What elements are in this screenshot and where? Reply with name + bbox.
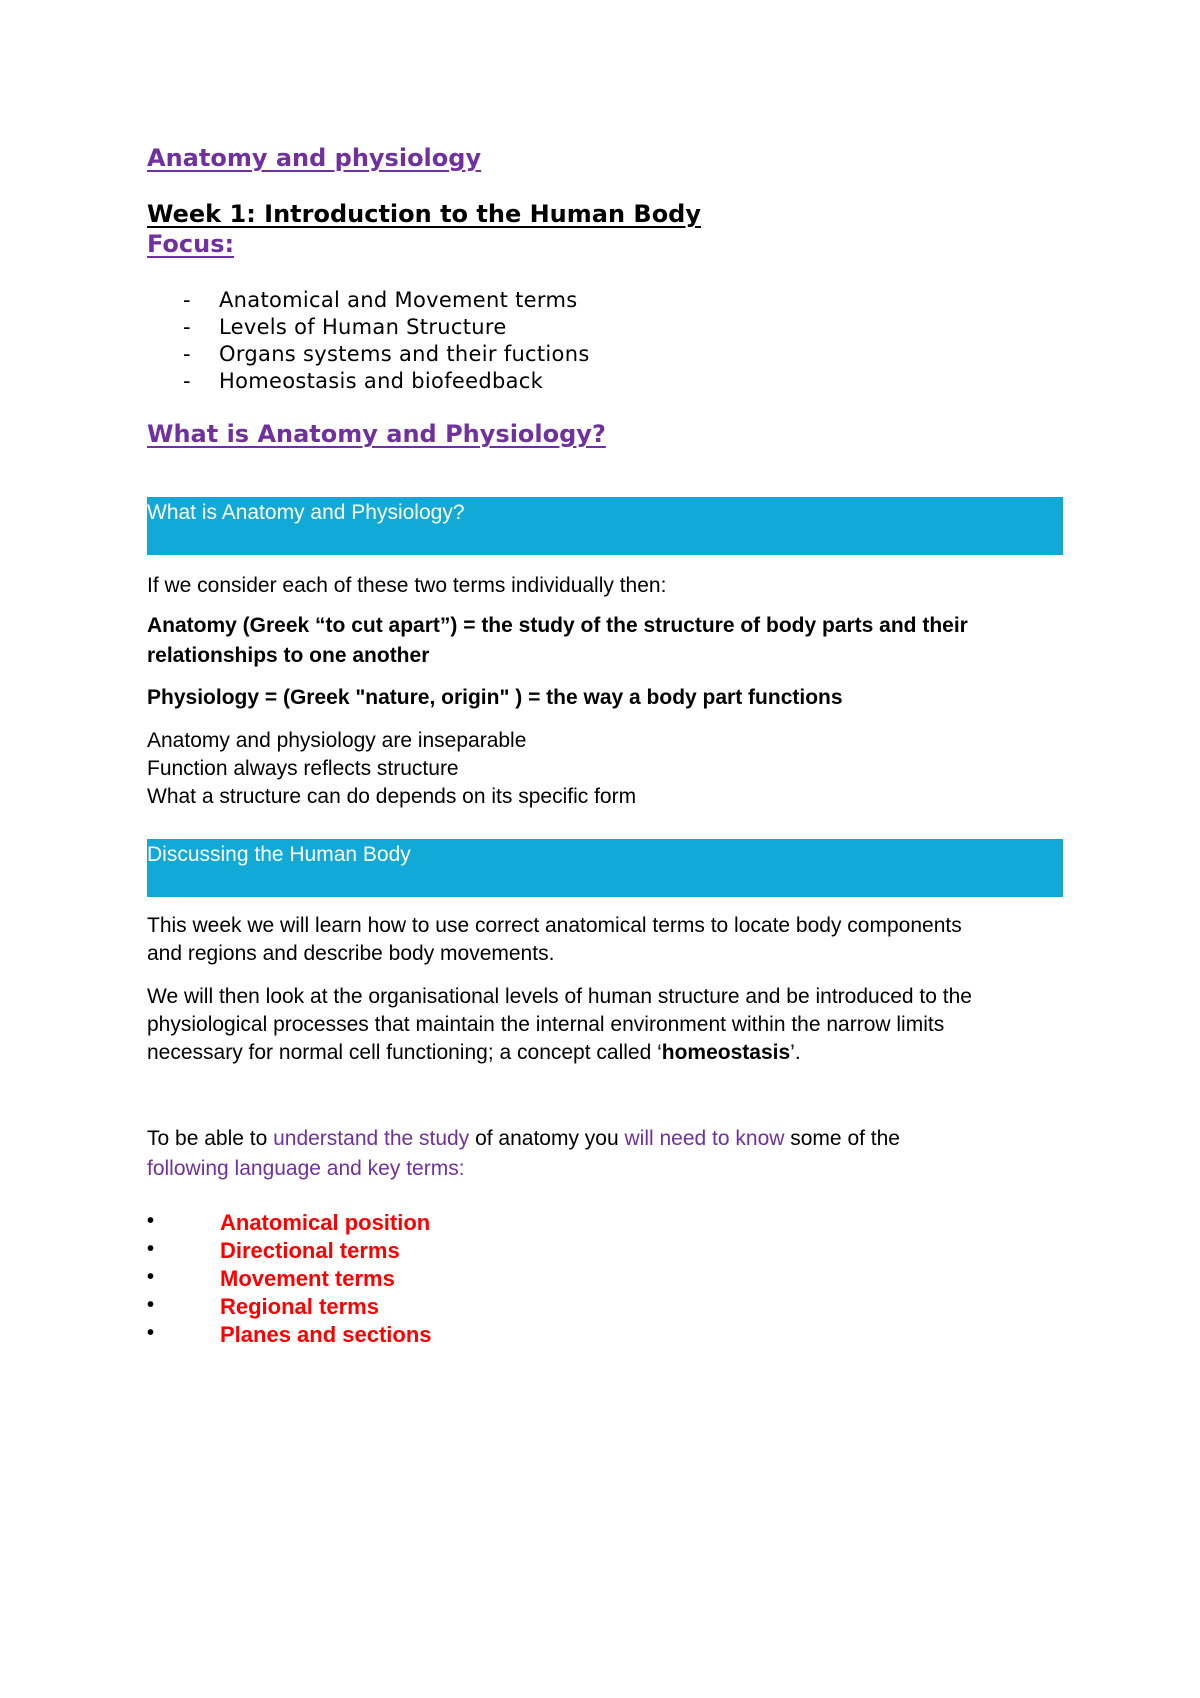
org-paragraph-line2: physiological processes that maintain the internal environment within the narrow limits	[147, 1013, 945, 1036]
key-term-text: Regional terms	[220, 1294, 379, 1319]
key-term-text: Planes and sections	[220, 1322, 432, 1347]
org-line3-text: necessary for normal cell functioning; a concept called ‘	[147, 1041, 662, 1064]
dash-bullet: -	[183, 315, 191, 339]
focus-item-text: Anatomical and Movement terms	[219, 288, 578, 312]
bullet-icon: •	[147, 1322, 155, 1344]
key-term-text: Directional terms	[220, 1238, 400, 1263]
anatomy-definition-line2: relationships to one another	[147, 644, 430, 667]
dash-bullet: -	[183, 288, 191, 312]
study-paragraph-line1	[147, 1125, 900, 1153]
statement-line: Anatomy and physiology are inseparable	[147, 729, 527, 752]
dash-bullet: -	[183, 369, 191, 393]
statement-line: What a structure can do depends on its specific form	[147, 785, 637, 808]
homeostasis-term: homeostasis	[661, 1041, 791, 1064]
org-paragraph-line1: We will then look at the organisational levels of human structure and be introduced to the	[147, 985, 972, 1008]
org-paragraph-line3	[147, 1039, 801, 1067]
study-paragraph-line2: following language and key terms:	[147, 1157, 465, 1180]
physiology-definition: Physiology = (Greek "nature, origin" ) = the way a body part functions	[147, 686, 843, 709]
intro-text: If we consider each of these two terms individually then:	[147, 574, 667, 597]
statement-line: Function always reflects structure	[147, 757, 459, 780]
section-banner	[147, 497, 1063, 555]
key-term-text: Anatomical position	[220, 1210, 431, 1235]
bullet-icon: •	[147, 1210, 155, 1232]
banner-title: Discussing the Human Body	[147, 843, 411, 866]
study-highlight: will need to know	[624, 1127, 785, 1150]
section-heading: What is Anatomy and Physiology?	[147, 420, 606, 448]
bullet-icon: •	[147, 1238, 155, 1260]
key-term-text: Movement terms	[220, 1266, 395, 1291]
focus-label: Focus:	[147, 230, 235, 258]
study-highlight: understand the study	[273, 1127, 470, 1150]
banner-title: What is Anatomy and Physiology?	[147, 501, 465, 524]
focus-item-text: Organs systems and their fuctions	[219, 342, 590, 366]
focus-item-text: Homeostasis and biofeedback	[219, 369, 544, 393]
week-paragraph-line2: and regions and describe body movements.	[147, 942, 555, 965]
bullet-icon: •	[147, 1294, 155, 1316]
dash-bullet: -	[183, 342, 191, 366]
anatomy-definition-line1: Anatomy (Greek “to cut apart”) = the study of the structure of body parts and their	[147, 614, 968, 637]
section-banner	[147, 839, 1063, 897]
document-title: Anatomy and physiology	[147, 144, 482, 172]
week-paragraph-line1: This week we will learn how to use correct anatomical terms to locate body components	[147, 914, 962, 937]
focus-item-text: Levels of Human Structure	[219, 315, 507, 339]
study-text: To be able to	[147, 1127, 274, 1150]
study-text: of anatomy you	[469, 1127, 625, 1150]
week-title: Week 1: Introduction to the Human Body	[147, 200, 702, 228]
bullet-icon: •	[147, 1266, 155, 1288]
org-line3-end: ’.	[790, 1041, 801, 1064]
study-text: some of the	[784, 1127, 900, 1150]
